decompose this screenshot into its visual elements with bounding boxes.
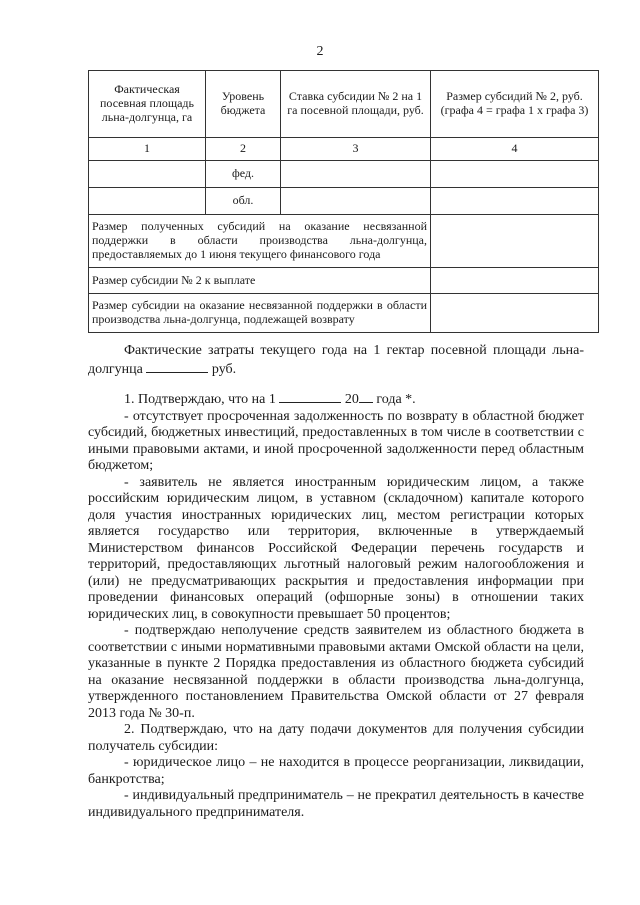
rate-input-cell[interactable] [281, 188, 431, 215]
summary-label: Размер полученных субсидий на оказание несвязанной поддержки в области производства льна-долгунца, предоставляемых до 1 июня текущего финансового года [89, 215, 431, 268]
confirm1-suffix: года *. [376, 392, 416, 407]
item-no-debt: - отсутствует просроченная задолженность по возврату в областной бюджет субсидий, бюджетных инвестиций, предоставленных в том числе в соответствии с иными правовыми актами, и иной просроченной задолженности перед областным бюджетом; [88, 408, 584, 473]
summary-label: Размер субсидии № 2 к выплате [89, 268, 431, 294]
item-legal-entity: - юридическое лицо – не находится в процессе реорганизации, ликвидации, банкротства; [88, 755, 584, 787]
table-row [89, 215, 599, 268]
rate-input-cell[interactable] [281, 161, 431, 188]
confirm1-text: 1. Подтверждаю, что на 1 [124, 392, 276, 407]
header-cell: Размер субсидий № 2, руб. (графа 4 = графа 1 х графа 3) [431, 71, 599, 138]
date-blank-field[interactable] [279, 390, 341, 403]
header-cell: Ставка субсидии № 2 на 1 га посевной площади, руб. [281, 71, 431, 138]
page-number: 2 [316, 44, 324, 59]
currency-label: руб. [211, 361, 237, 377]
area-input-cell[interactable] [89, 161, 206, 188]
header-cell: Фактическая посевная площадь льна-долгунца, га [89, 71, 206, 138]
cost-blank-field[interactable] [146, 360, 208, 373]
subsidy-table [88, 70, 599, 333]
area-input-cell[interactable] [89, 188, 206, 215]
summary-label: Размер субсидии на оказание несвязанной поддержки в области производства льна-долгунца, подлежащей возврату [89, 294, 431, 333]
amount-input-cell[interactable] [431, 188, 599, 215]
column-number: 3 [281, 138, 431, 161]
table-row [89, 268, 599, 294]
column-number: 2 [206, 138, 281, 161]
table-row [89, 188, 599, 215]
year-prefix: 20 [344, 392, 359, 407]
summary-value-cell[interactable] [431, 294, 599, 333]
header-cell: Уровень бюджета [206, 71, 281, 138]
column-number: 4 [431, 138, 599, 161]
budget-level-cell: фед. [206, 161, 281, 188]
budget-level-cell: обл. [206, 188, 281, 215]
item-entrepreneur: - индивидуальный предприниматель – не прекратил деятельность в качестве индивидуального предпринимателя. [88, 788, 584, 820]
amount-input-cell[interactable] [431, 161, 599, 188]
confirm2-text: 2. Подтверждаю, что на дату подачи документов для получения субсидии получатель субсидии: [88, 722, 584, 754]
table-header-row [89, 71, 599, 138]
table-row [89, 294, 599, 333]
column-number: 1 [89, 138, 206, 161]
table-row [89, 161, 599, 188]
confirmation-section [88, 390, 584, 821]
item-no-other-funds: - подтверждаю неполучение средств заявителем из областного бюджета в соответствии с иными нормативными правовыми актами Омской области на цели, указанные в пункте 2 Порядка предоставления из областного бюджета субсидий на оказание несвязанной поддержки в области производства льна-долгунца, утвержденного постановлением Правительства Омской области от 27 февраля 2013 года № 30-п. [88, 623, 584, 721]
year-blank-field[interactable] [359, 390, 373, 403]
item-not-foreign: - заявитель не является иностранным юридическим лицом, а также российским юридическим лицом, в уставном (складочном) капитале которого доля участия иностранных юридических лиц, местом регистрации которых является государство или территория, включенные в утверждаемый Министерством финансов Российской Федерации перечень государств и территорий, предоставляющих льготный налоговый режим налогообложения и (или) не предусматривающих раскрытия и предоставления информации при проведении финансовых операций (офшорные зоны) в отношении таких юридических лиц, в совокупности превышает 50 процентов; [88, 474, 584, 622]
actual-costs-text: Фактические затраты текущего года на 1 гектар посевной площади льна-долгунца [88, 343, 584, 377]
summary-value-cell[interactable] [431, 268, 599, 294]
summary-value-cell[interactable] [431, 215, 599, 268]
column-numbers-row [89, 138, 599, 161]
actual-costs-paragraph [88, 343, 584, 378]
